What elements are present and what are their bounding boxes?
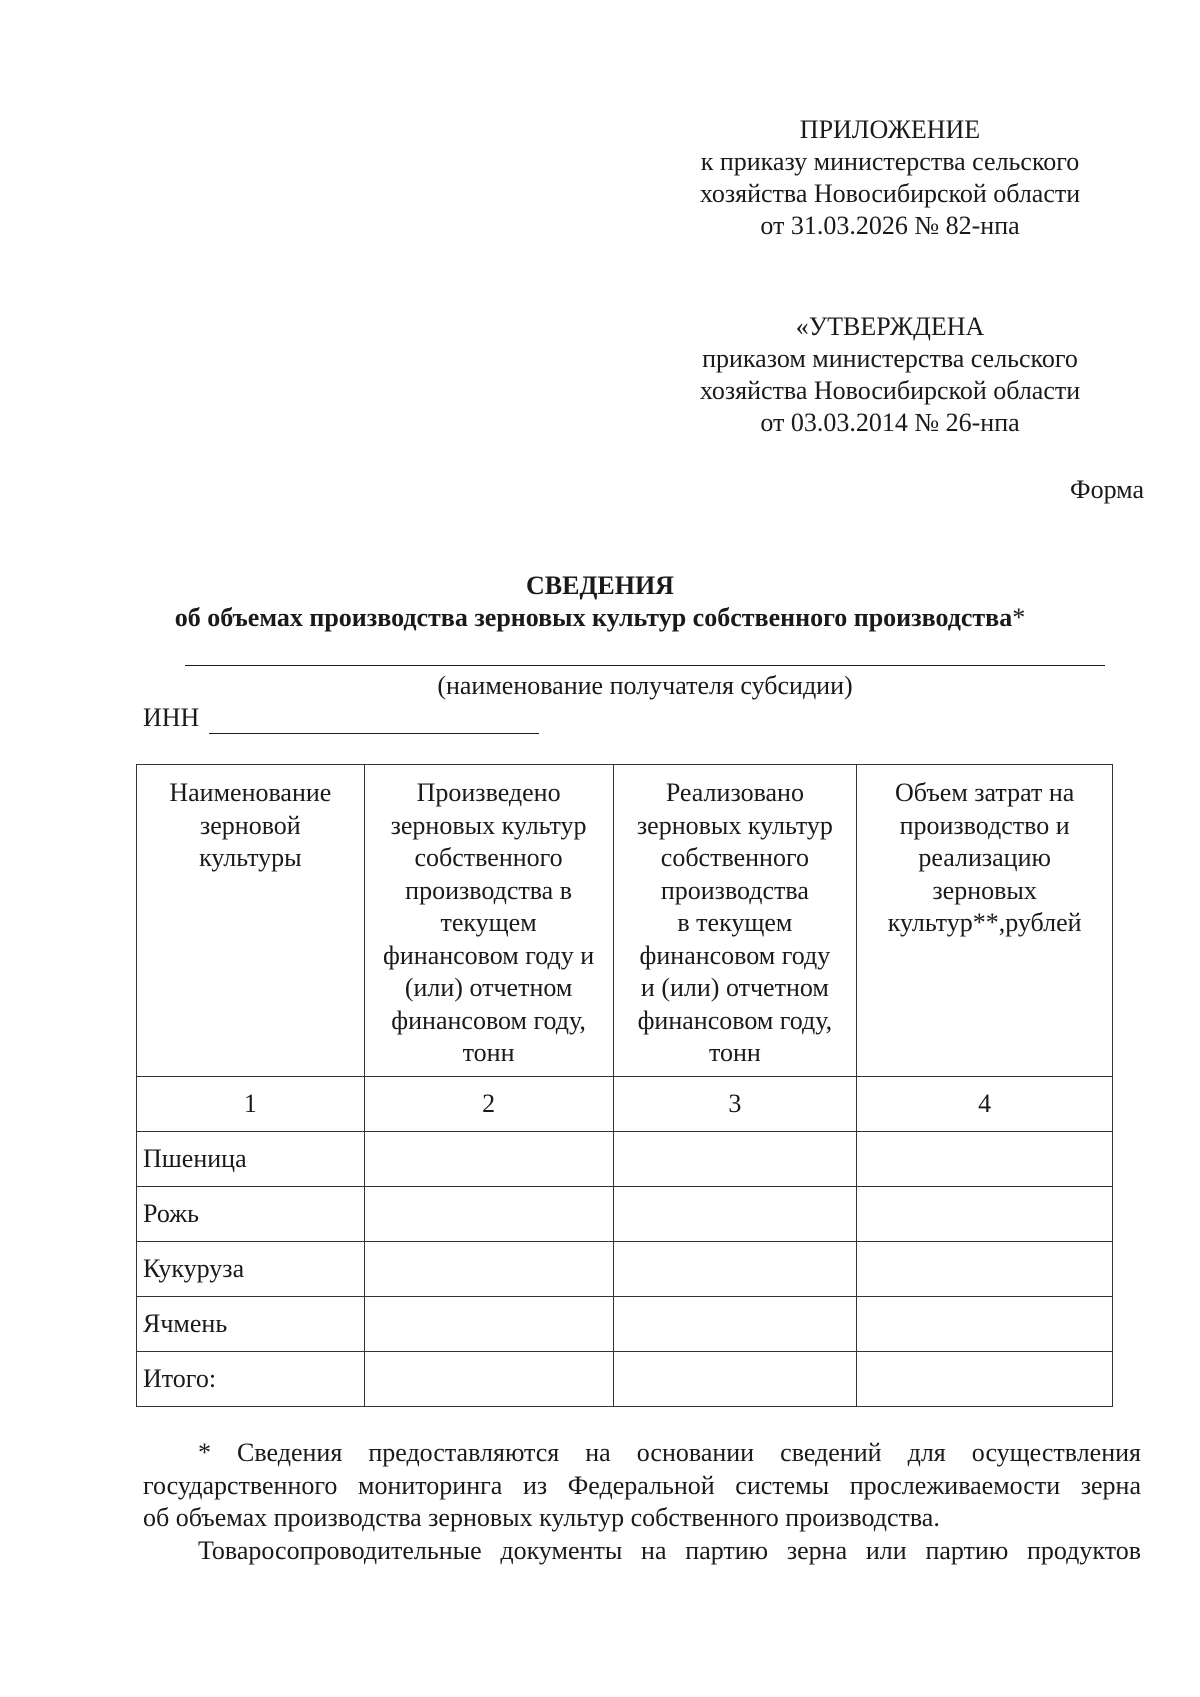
header-text: Наименование xyxy=(169,778,332,807)
approved-line: приказом министерства сельского xyxy=(702,344,1078,373)
header-text: зерновых культур xyxy=(636,810,833,840)
header-text: финансовом году, xyxy=(637,1005,833,1035)
column-number: 3 xyxy=(613,1077,857,1132)
inn-field[interactable] xyxy=(209,707,539,734)
header-text: Реализовано xyxy=(665,778,804,807)
header-text: (или) отчетном xyxy=(404,973,573,1002)
table-row xyxy=(137,1187,1113,1242)
costs-total-cell[interactable] xyxy=(857,1352,1113,1407)
column-number: 1 xyxy=(137,1077,365,1132)
footnote-line: Товаросопроводительные документы на партию зерна или партию продуктов xyxy=(198,1535,1141,1565)
header-text: текущем xyxy=(440,908,537,937)
grain-volume-table xyxy=(136,764,1113,1407)
header-text: тонн xyxy=(462,1038,515,1067)
table-row xyxy=(137,1132,1113,1187)
title-asterisk: * xyxy=(1012,603,1026,632)
appendix-line: от 31.03.2026 № 82-нпа xyxy=(760,211,1020,240)
header-produced xyxy=(364,765,613,1077)
costs-cell[interactable] xyxy=(857,1187,1113,1242)
recipient-name-field[interactable] xyxy=(185,665,1105,666)
total-label-cell: Итого: xyxy=(137,1352,365,1407)
title-subheading xyxy=(100,602,1100,634)
document-title xyxy=(100,570,1100,634)
header-sold xyxy=(613,765,857,1077)
appendix-line: к приказу министерства сельского xyxy=(700,147,1080,176)
header-text: собственного xyxy=(414,843,563,872)
header-text: производство и xyxy=(899,810,1070,840)
approved-header xyxy=(640,311,1140,439)
header-costs xyxy=(857,765,1113,1077)
header-text: зерновых xyxy=(932,875,1037,905)
crop-name-cell: Кукуруза xyxy=(137,1242,365,1297)
costs-cell[interactable] xyxy=(857,1242,1113,1297)
crop-name-cell: Рожь xyxy=(137,1187,365,1242)
header-text: в текущем xyxy=(677,908,793,937)
produced-cell[interactable] xyxy=(364,1242,613,1297)
produced-cell[interactable] xyxy=(364,1187,613,1242)
header-text: производства в xyxy=(405,875,573,905)
title-subheading-text: об объемах производства зерновых культур собственного производства xyxy=(174,603,1013,632)
table-row xyxy=(137,1242,1113,1297)
column-number-row xyxy=(137,1077,1113,1132)
sold-cell[interactable] xyxy=(613,1297,857,1352)
header-text: тонн xyxy=(708,1038,761,1067)
header-text: и (или) отчетном xyxy=(640,973,829,1002)
header-text: финансовом году xyxy=(639,940,831,970)
sold-cell[interactable] xyxy=(613,1187,857,1242)
costs-cell[interactable] xyxy=(857,1297,1113,1352)
sold-cell[interactable] xyxy=(613,1132,857,1187)
column-number: 2 xyxy=(364,1077,613,1132)
appendix-header xyxy=(640,114,1140,242)
sold-cell[interactable] xyxy=(613,1242,857,1297)
table-total-row xyxy=(137,1352,1113,1407)
header-text: финансовом году, xyxy=(391,1005,586,1035)
title-heading: СВЕДЕНИЯ xyxy=(526,571,674,600)
costs-cell[interactable] xyxy=(857,1132,1113,1187)
header-text: реализацию xyxy=(918,843,1051,872)
footnote xyxy=(143,1437,1141,1567)
footnote-line: государственного мониторинга из Федеральной системы прослеживаемости зерна xyxy=(143,1470,1141,1500)
header-text: зерновых культур xyxy=(390,810,587,840)
appendix-line: хозяйства Новосибирской области xyxy=(699,179,1081,208)
inn-row xyxy=(143,702,539,734)
header-text: зерновой xyxy=(199,810,301,840)
header-text: Произведено xyxy=(416,778,561,807)
header-text: финансовом году и xyxy=(383,940,595,970)
sold-total-cell[interactable] xyxy=(613,1352,857,1407)
table-header-row xyxy=(137,765,1113,1077)
produced-total-cell[interactable] xyxy=(364,1352,613,1407)
header-crop-name xyxy=(137,765,365,1077)
produced-cell[interactable] xyxy=(364,1132,613,1187)
approved-line: хозяйства Новосибирской области xyxy=(699,376,1081,405)
table-row xyxy=(137,1297,1113,1352)
form-label: Форма xyxy=(1070,475,1144,504)
footnote-line: * Сведения предоставляются на основании сведений для осуществления xyxy=(198,1438,1141,1467)
recipient-caption: (наименование получателя субсидии) xyxy=(437,671,853,700)
header-text: культур**,рублей xyxy=(887,908,1082,937)
approved-line: «УТВЕРЖДЕНА xyxy=(795,312,985,341)
column-number: 4 xyxy=(857,1077,1113,1132)
produced-cell[interactable] xyxy=(364,1297,613,1352)
header-text: Объем затрат на xyxy=(894,778,1075,807)
header-text: производства xyxy=(660,875,809,905)
crop-name-cell: Ячмень xyxy=(137,1297,365,1352)
header-text: культуры xyxy=(199,843,302,872)
crop-name-cell: Пшеница xyxy=(137,1132,365,1187)
appendix-line: ПРИЛОЖЕНИЕ xyxy=(799,115,981,144)
footnote-line: об объемах производства зерновых культур собственного производства. xyxy=(143,1503,940,1532)
approved-line: от 03.03.2014 № 26-нпа xyxy=(760,408,1020,437)
header-text: собственного xyxy=(660,843,809,872)
inn-label: ИНН xyxy=(143,703,200,732)
